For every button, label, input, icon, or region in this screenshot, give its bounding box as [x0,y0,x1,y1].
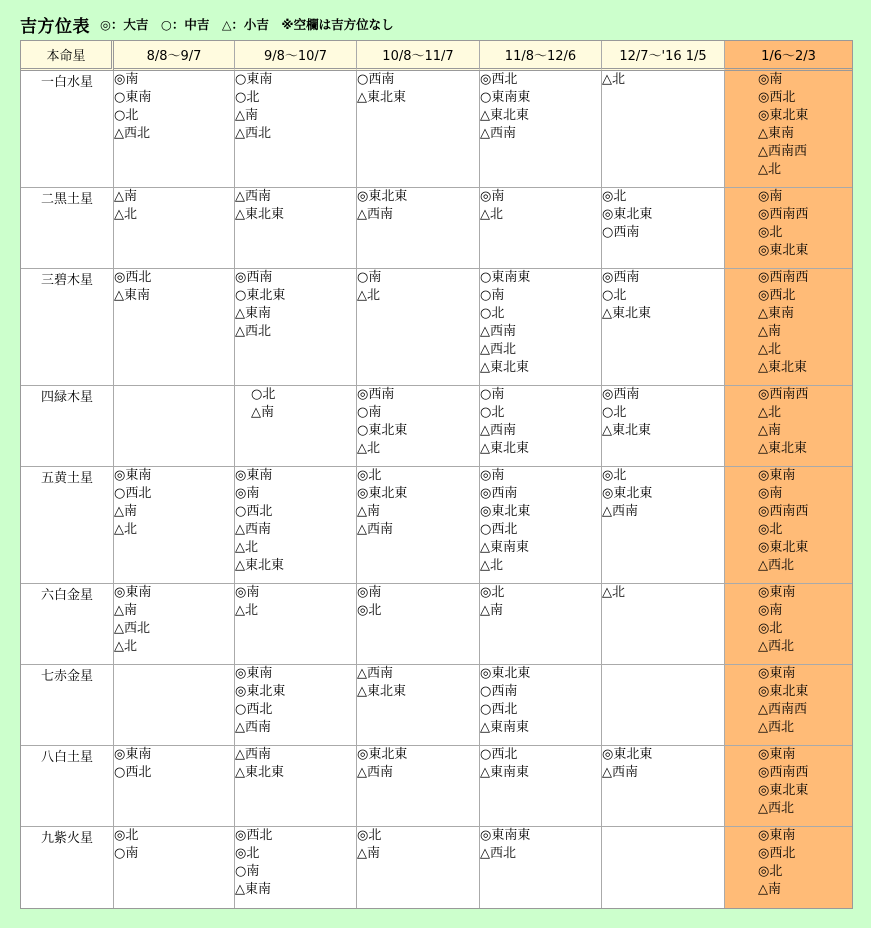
direction-cell [235,665,357,746]
direction-entry: ◎北 [357,828,382,843]
direction-cell [602,746,725,827]
direction-entry: △西南 [480,324,516,339]
direction-entry: ○東南東 [480,90,531,105]
direction-entry: △北 [235,603,258,618]
direction-entry: △東南東 [480,765,529,780]
direction-entry: △東北東 [480,441,529,456]
direction-entry: △南 [357,504,380,519]
direction-entry: △西南 [357,522,393,537]
direction-entry: ○東南東 [480,270,531,285]
direction-entry: ◎西南 [602,270,640,285]
direction-entry: △南 [758,882,781,897]
direction-entry: ◎東北東 [758,108,809,123]
direction-entry: ◎東北東 [357,189,408,204]
direction-entry: △北 [602,585,625,600]
direction-cell [602,665,725,746]
direction-cell-highlighted [725,827,852,908]
direction-entry: △東北東 [235,558,284,573]
direction-entry: △東北東 [357,684,406,699]
direction-entry: △西南 [235,189,271,204]
direction-cell [114,827,235,908]
direction-entry: ○北 [602,288,627,303]
direction-cell [357,269,480,386]
star-name-cell: 七赤金星 [21,665,114,746]
direction-entry: △東南 [758,306,794,321]
direction-cell [235,71,357,188]
direction-entry: ◎東南 [235,666,273,681]
direction-entry: ◎東南東 [480,828,531,843]
direction-entry: △東北東 [758,441,807,456]
legend-text: ◎：大吉 ○：中吉 △：小吉 ※空欄は吉方位なし [100,17,394,32]
direction-cell [480,188,602,269]
direction-entry: ◎西南西 [758,765,809,780]
direction-entry: ○南 [114,846,139,861]
direction-cell-highlighted [725,269,852,386]
direction-entry: △東南東 [480,540,529,555]
direction-entry: △西北 [758,720,794,735]
direction-entry: △西南 [357,765,393,780]
direction-entry: ◎北 [357,468,382,483]
direction-entry: ○東南 [114,90,152,105]
direction-cell-highlighted [725,467,852,584]
direction-cell [602,827,725,908]
direction-entry: △東北東 [235,765,284,780]
direction-entry: ◎北 [758,864,783,879]
period-header: 12/7～'16 1/5 [602,41,725,71]
star-name-cell: 八白土星 [21,746,114,827]
direction-entry: ◎南 [758,486,783,501]
direction-entry: ○東南 [235,72,273,87]
direction-entry: △南 [114,189,137,204]
direction-entry: ○西北 [480,747,518,762]
direction-entry: ◎東北東 [758,684,809,699]
direction-cell [480,386,602,467]
direction-entry: ○西北 [114,486,152,501]
direction-entry: ◎南 [480,468,505,483]
direction-entry: ○北 [602,405,627,420]
direction-cell [357,827,480,908]
direction-entry: ○西北 [235,702,273,717]
lucky-direction-table [20,40,853,909]
direction-cell [114,584,235,665]
star-name-cell: 三碧木星 [21,269,114,386]
direction-entry: ○南 [480,288,505,303]
direction-cell [480,71,602,188]
direction-cell-highlighted [725,188,852,269]
table-row [21,269,852,386]
direction-entry: ◎西南 [480,486,518,501]
direction-entry: △北 [758,405,781,420]
table-row [21,188,852,269]
direction-entry: ◎東北東 [602,207,653,222]
direction-cell [480,827,602,908]
direction-entry: △東南 [114,288,150,303]
direction-entry: △西北 [758,558,794,573]
direction-cell [602,71,725,188]
direction-entry: ◎東北東 [758,540,809,555]
direction-cell [235,746,357,827]
direction-entry: △西北 [235,324,271,339]
direction-entry: ◎東南 [114,585,152,600]
direction-entry: ◎西北 [480,72,518,87]
period-header: 11/8～12/6 [480,41,602,71]
direction-cell [235,188,357,269]
table-row [21,467,852,584]
direction-entry: ◎西北 [235,828,273,843]
direction-entry: ◎南 [235,585,260,600]
direction-entry: ◎北 [758,225,783,240]
direction-cell [602,386,725,467]
direction-cell [357,746,480,827]
direction-cell [480,269,602,386]
direction-entry: △東南 [235,882,271,897]
direction-entry: ◎南 [480,189,505,204]
direction-entry: ◎北 [602,189,627,204]
direction-entry: ◎東南 [235,468,273,483]
direction-cell [114,386,235,467]
direction-entry: △西南西 [758,144,807,159]
direction-entry: △西南 [235,522,271,537]
period-header: 10/8～11/7 [357,41,480,71]
direction-entry: ◎東北東 [480,504,531,519]
direction-cell [114,746,235,827]
direction-entry: △南 [758,324,781,339]
direction-entry: ○西北 [480,702,518,717]
direction-entry: ◎北 [602,468,627,483]
direction-entry: △東北東 [602,423,651,438]
direction-cell-highlighted [725,386,852,467]
star-name-cell: 二黒土星 [21,188,114,269]
direction-entry: △東北東 [357,90,406,105]
direction-cell-highlighted [725,71,852,188]
direction-entry: △東南 [758,126,794,141]
direction-entry: ◎東北東 [602,747,653,762]
table-body [21,71,852,908]
star-name-cell: 六白金星 [21,584,114,665]
direction-entry: ○南 [357,270,382,285]
direction-entry: △西北 [480,846,516,861]
direction-entry: ◎東北東 [602,486,653,501]
direction-cell [114,665,235,746]
star-name-cell: 九紫火星 [21,827,114,908]
direction-entry: ◎東南 [758,468,796,483]
direction-cell [357,71,480,188]
direction-cell-highlighted [725,746,852,827]
direction-cell [480,665,602,746]
direction-entry: △西北 [758,801,794,816]
page-header [20,12,394,36]
direction-cell [480,584,602,665]
direction-entry: ○北 [235,90,260,105]
direction-entry: ○南 [480,387,505,402]
direction-entry: △南 [758,423,781,438]
direction-entry: △西南西 [758,702,807,717]
direction-entry: △西北 [480,342,516,357]
direction-entry: ◎北 [758,621,783,636]
direction-entry: ○東北東 [235,288,286,303]
direction-entry: ○西南 [357,72,395,87]
direction-entry: ◎西南 [602,387,640,402]
direction-entry: ◎西南西 [758,504,809,519]
direction-entry: ◎東北東 [235,684,286,699]
direction-cell [114,467,235,584]
direction-cell [235,584,357,665]
direction-entry: ◎南 [758,72,783,87]
direction-entry: ◎南 [758,189,783,204]
direction-entry: ◎北 [235,846,260,861]
direction-cell [114,269,235,386]
direction-entry: ◎北 [114,828,139,843]
direction-entry: △南 [235,108,258,123]
direction-entry: ◎西南 [235,270,273,285]
direction-entry: △西南 [235,720,271,735]
direction-entry: ◎西南西 [758,207,809,222]
direction-entry: ◎東南 [114,468,152,483]
direction-entry: ○西北 [480,522,518,537]
direction-entry: △北 [114,207,137,222]
table-header-row [21,41,852,71]
direction-entry: △北 [758,162,781,177]
direction-entry: △北 [235,540,258,555]
direction-cell [602,188,725,269]
direction-entry: ○西南 [602,225,640,240]
direction-entry: △西南 [235,747,271,762]
direction-entry: ○東北東 [357,423,408,438]
period-header: 9/8～10/7 [235,41,357,71]
direction-entry: ◎西北 [758,288,796,303]
direction-entry: △南 [251,405,274,420]
direction-entry: △東北東 [235,207,284,222]
direction-cell [602,467,725,584]
direction-entry: ◎北 [758,522,783,537]
direction-entry: ○北 [480,306,505,321]
direction-entry: ◎西南西 [758,270,809,285]
direction-cell [235,827,357,908]
direction-entry: △西南 [357,666,393,681]
direction-entry: ◎東南 [114,747,152,762]
direction-entry: △東南 [235,306,271,321]
direction-entry: ◎北 [357,603,382,618]
direction-entry: △西南 [480,126,516,141]
direction-entry: ○西南 [480,684,518,699]
direction-entry: △西南 [357,207,393,222]
direction-cell [357,467,480,584]
direction-entry: △北 [480,558,503,573]
direction-entry: ◎東北東 [758,243,809,258]
direction-entry: △西南 [602,504,638,519]
table-row [21,584,852,665]
direction-cell [357,188,480,269]
direction-entry: △東北東 [758,360,807,375]
corner-header: 本命星 [21,41,114,71]
direction-cell [357,584,480,665]
direction-entry: ◎東南 [758,828,796,843]
star-name-cell: 四緑木星 [21,386,114,467]
direction-entry: ◎東北東 [357,486,408,501]
direction-entry: △西北 [114,621,150,636]
direction-entry: ◎南 [758,603,783,618]
direction-entry: ◎東北東 [758,783,809,798]
direction-cell [480,467,602,584]
direction-entry: △東北東 [480,108,529,123]
period-header-highlighted: 1/6～2/3 [725,41,852,71]
direction-entry: △北 [114,639,137,654]
table-row [21,665,852,746]
direction-entry: △西北 [758,639,794,654]
direction-entry: ○北 [114,108,139,123]
table-row [21,386,852,467]
direction-entry: ○南 [357,405,382,420]
direction-entry: △東北東 [602,306,651,321]
direction-cell [235,386,357,467]
direction-cell [357,386,480,467]
direction-entry: ○南 [235,864,260,879]
direction-cell [114,188,235,269]
period-header: 8/8～9/7 [114,41,235,71]
direction-entry: △東南東 [480,720,529,735]
direction-entry: ◎南 [235,486,260,501]
table-row [21,71,852,188]
direction-entry: △北 [114,522,137,537]
direction-entry: ◎南 [357,585,382,600]
direction-entry: △西北 [235,126,271,141]
direction-cell [235,467,357,584]
direction-entry: △南 [114,603,137,618]
direction-entry: △北 [480,207,503,222]
direction-entry: △西南 [480,423,516,438]
direction-entry: △南 [480,603,503,618]
direction-entry: ◎西南西 [758,387,809,402]
direction-entry: △南 [114,504,137,519]
direction-entry: △西南 [602,765,638,780]
page-title: 吉方位表 [20,16,90,37]
direction-cell-highlighted [725,665,852,746]
direction-entry: △東北東 [480,360,529,375]
direction-entry: ◎東南 [758,585,796,600]
direction-entry: ◎西北 [758,90,796,105]
direction-cell-highlighted [725,584,852,665]
direction-cell [114,71,235,188]
direction-cell [602,584,725,665]
direction-entry: ◎東南 [758,666,796,681]
direction-cell [235,269,357,386]
direction-entry: △北 [357,441,380,456]
direction-entry: ◎東北東 [357,747,408,762]
table-row [21,827,852,908]
direction-cell [480,746,602,827]
direction-entry: ◎西南 [357,387,395,402]
direction-entry: △西北 [114,126,150,141]
direction-cell [357,665,480,746]
direction-entry: ◎東南 [758,747,796,762]
direction-entry: ◎西北 [758,846,796,861]
direction-entry: ◎東北東 [480,666,531,681]
direction-entry: ○西北 [114,765,152,780]
direction-entry: △南 [357,846,380,861]
direction-entry: △北 [758,342,781,357]
direction-entry: ○北 [251,387,276,402]
direction-entry: △北 [602,72,625,87]
direction-entry: △北 [357,288,380,303]
direction-cell [602,269,725,386]
star-name-cell: 一白水星 [21,71,114,188]
table-row [21,746,852,827]
direction-entry: ◎南 [114,72,139,87]
direction-entry: ○北 [480,405,505,420]
direction-entry: ○西北 [235,504,273,519]
direction-entry: ◎西北 [114,270,152,285]
star-name-cell: 五黄土星 [21,467,114,584]
direction-entry: ◎北 [480,585,505,600]
